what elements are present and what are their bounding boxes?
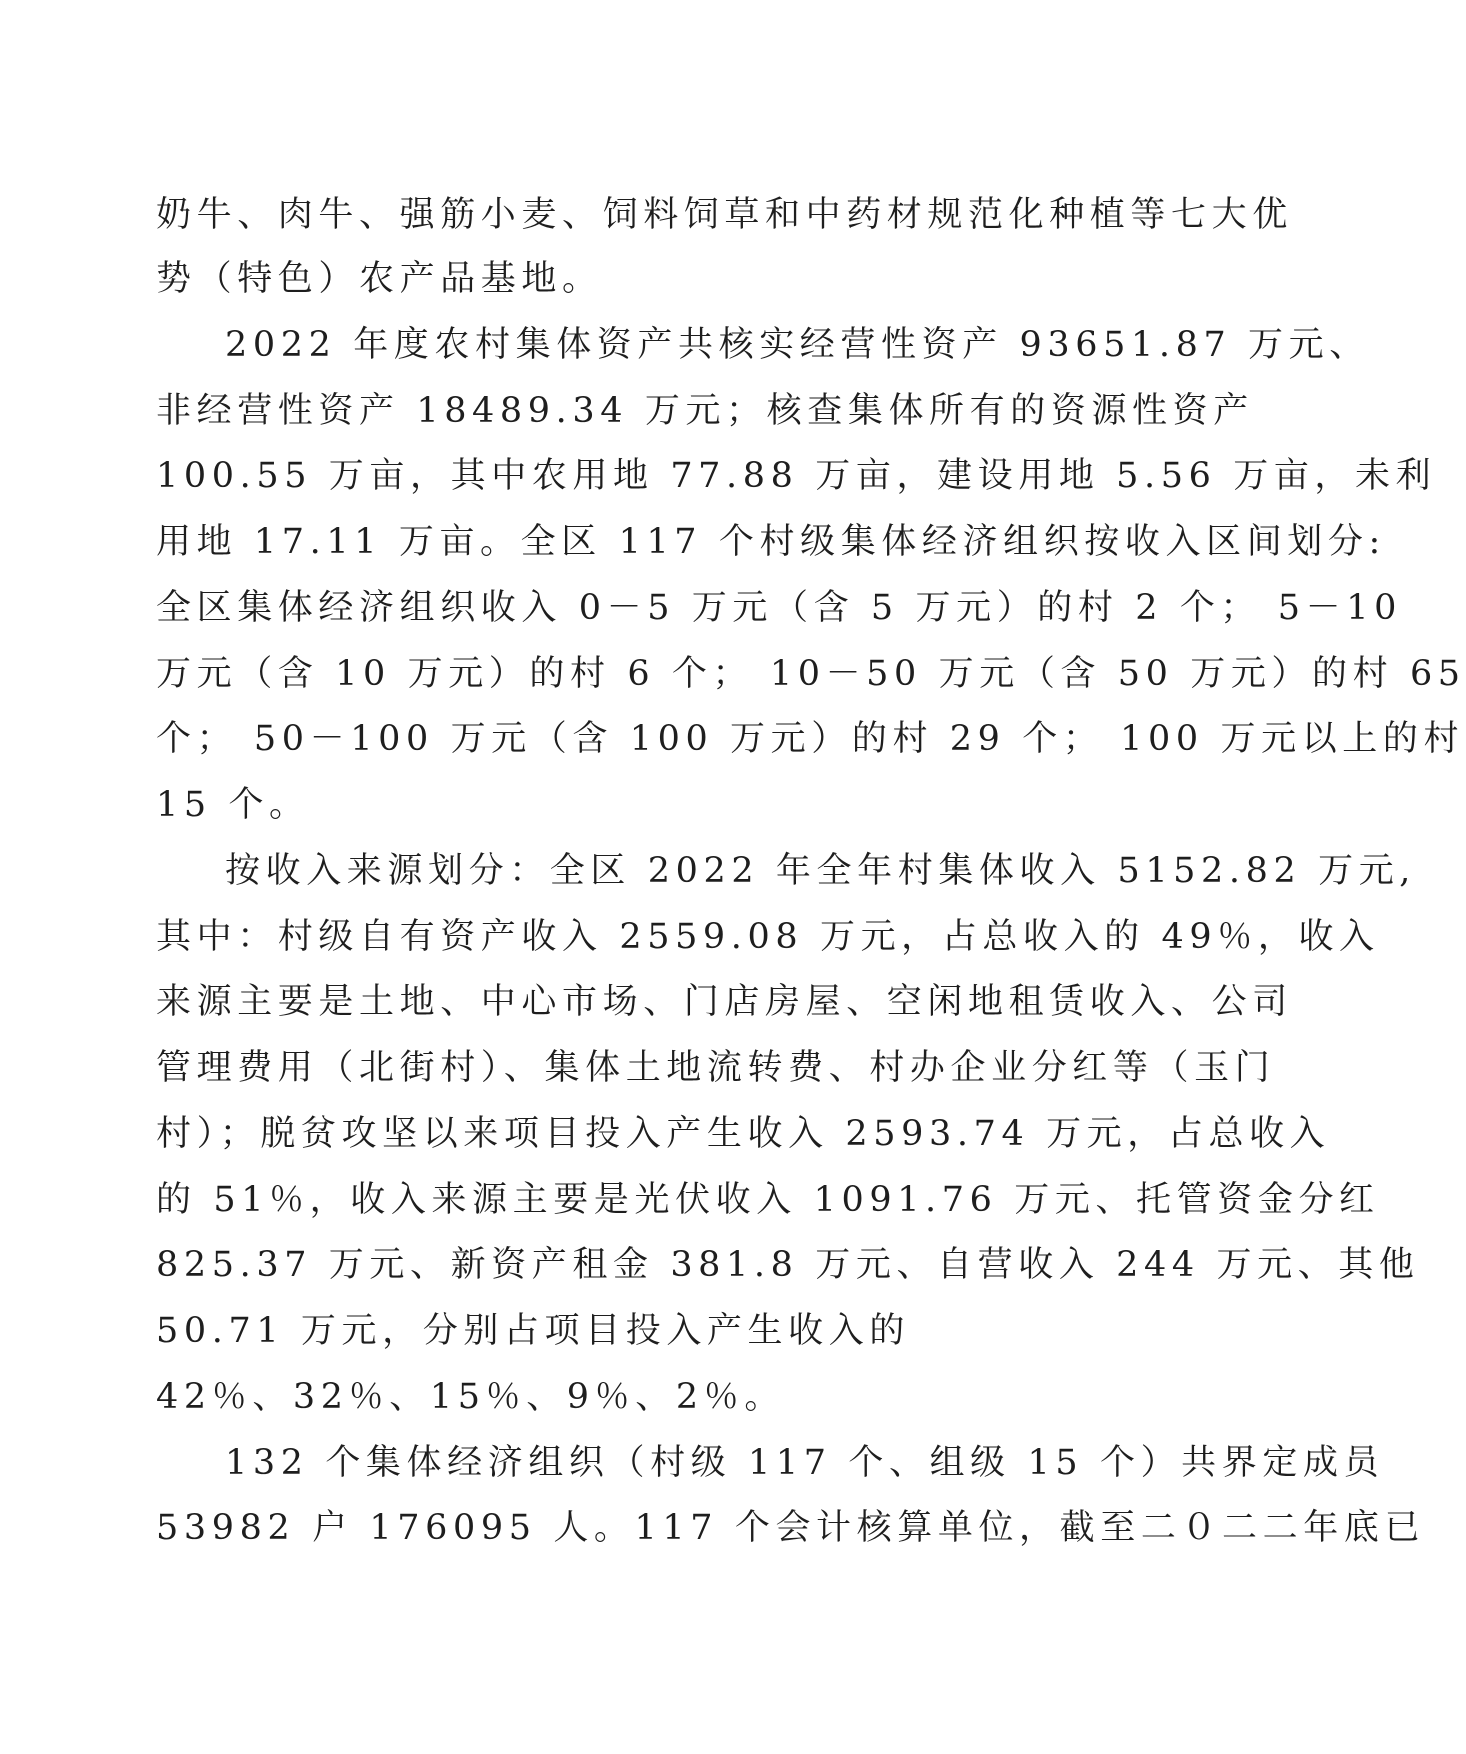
paragraph-2-line-2: 非经营性资产 18489.34 万元；核查集体所有的资源性资产 — [156, 391, 1254, 431]
paragraph-3-line-7: 825.37 万元、新资产租金 381.8 万元、自营收入 244 万元、其他 — [156, 1245, 1420, 1285]
paragraph-3-line-9: 42％、32％、15％、9％、2％。 — [156, 1377, 785, 1417]
paragraph-3-line-5: 村）；脱贫攻坚以来项目投入产生收入 2593.74 万元，占总收入 — [156, 1114, 1331, 1154]
paragraph-3-line-3: 来源主要是土地、中心市场、门店房屋、空闲地租赁收入、公司 — [156, 982, 1293, 1022]
paragraph-3-line-1: 按收入来源划分：全区 2022 年全年村集体收入 5152.82 万元, — [225, 851, 1417, 891]
paragraph-2-line-7: 个； 50－100 万元（含 100 万元）的村 29 个； 100 万元以上的村 — [156, 719, 1465, 759]
paragraph-2-line-6: 万元（含 10 万元）的村 6 个； 10－50 万元（含 50 万元）的村 65 — [156, 654, 1466, 694]
paragraph-1-line-1: 奶牛、肉牛、强筋小麦、饲料饲草和中药材规范化种植等七大优 — [156, 195, 1293, 235]
paragraph-2-line-5: 全区集体经济组织收入 0－5 万元（含 5 万元）的村 2 个； 5－10 — [156, 588, 1402, 628]
paragraph-2-line-3: 100.55 万亩，其中农用地 77.88 万亩，建设用地 5.56 万亩，未利 — [156, 456, 1437, 496]
paragraph-3-line-6: 的 51％，收入来源主要是光伏收入 1091.76 万元、托管资金分红 — [156, 1180, 1380, 1220]
paragraph-2-line-8: 15 个。 — [156, 785, 310, 825]
paragraph-2-line-4: 用地 17.11 万亩。全区 117 个村级集体经济组织按收入区间划分: — [156, 522, 1386, 562]
paragraph-2-line-1: 2022 年度农村集体资产共核实经营性资产 93651.87 万元、 — [225, 325, 1370, 365]
paragraph-4-line-1: 132 个集体经济组织（村级 117 个、组级 15 个）共界定成员 — [225, 1443, 1385, 1483]
paragraph-4-line-2: 53982 户 176095 人。117 个会计核算单位，截至二０二二年底已 — [156, 1508, 1426, 1548]
paragraph-3-line-8: 50.71 万元，分别占项目投入产生收入的 — [156, 1311, 910, 1351]
paragraph-3-line-2: 其中：村级自有资产收入 2559.08 万元，占总收入的 49％，收入 — [156, 917, 1380, 957]
paragraph-3-line-4: 管理费用（北街村）、集体土地流转费、村办企业分红等（玉门 — [156, 1048, 1276, 1088]
paragraph-1-line-2: 势（特色）农产品基地。 — [156, 259, 603, 299]
